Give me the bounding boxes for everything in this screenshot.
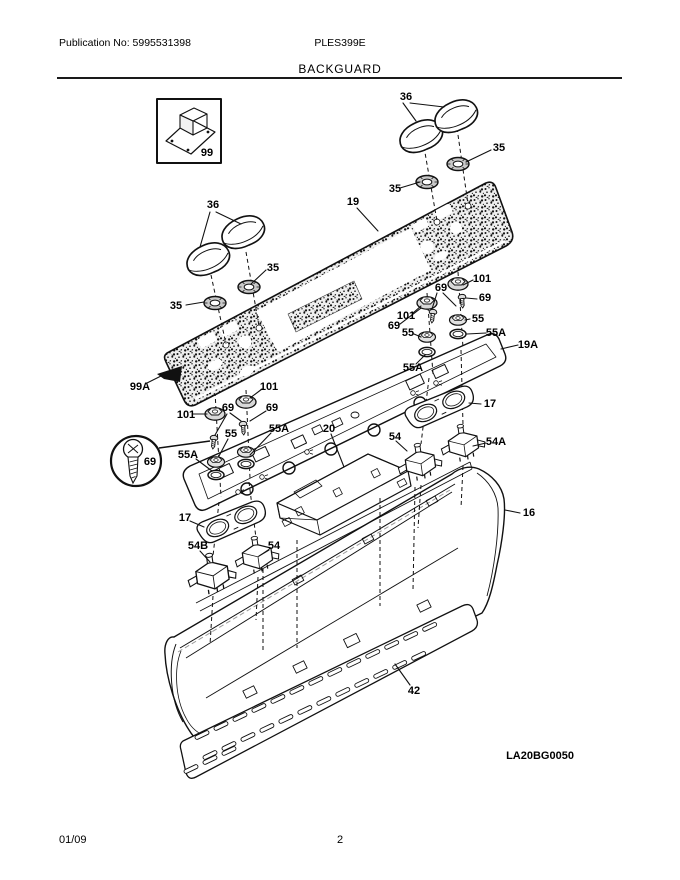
footer-date: 01/09: [59, 834, 87, 846]
part-label-36: 36: [399, 91, 413, 103]
page-title: BACKGUARD: [298, 62, 382, 76]
part-label-54: 54: [267, 540, 281, 552]
part-label-101: 101: [176, 409, 196, 421]
inset-part-99: [157, 99, 221, 163]
part-label-55: 55: [224, 428, 238, 440]
part-label-20: 20: [322, 423, 336, 435]
part-label-69: 69: [143, 456, 157, 468]
part-label-69: 69: [478, 292, 492, 304]
part-label-69: 69: [387, 320, 401, 332]
part-label-35: 35: [266, 262, 280, 274]
part-label-55a: 55A: [268, 423, 290, 435]
part-label-54b: 54B: [187, 540, 209, 552]
publication-number: Publication No: 5995531398: [59, 37, 191, 49]
part-label-19: 19: [346, 196, 360, 208]
part-label-17: 17: [178, 512, 192, 524]
model-number: PLES399E: [314, 37, 366, 49]
footer-page-number: 2: [336, 834, 344, 846]
part-label-69: 69: [265, 402, 279, 414]
part-label-42: 42: [407, 685, 421, 697]
part-label-35: 35: [492, 142, 506, 154]
part-label-16: 16: [522, 507, 536, 519]
diagram-code: LA20BG0050: [506, 750, 574, 762]
part-label-55a: 55A: [177, 449, 199, 461]
part-label-35: 35: [169, 300, 183, 312]
part-label-17: 17: [483, 398, 497, 410]
part-label-69: 69: [434, 282, 448, 294]
part-label-36: 36: [206, 199, 220, 211]
part-label-54: 54: [388, 431, 402, 443]
part-label-54a: 54A: [485, 436, 507, 448]
part-label-99a: 99A: [129, 381, 151, 393]
part-label-19a: 19A: [517, 339, 539, 351]
part-label-99: 99: [200, 147, 214, 159]
part-label-55a: 55A: [485, 327, 507, 339]
part-label-101: 101: [396, 310, 416, 322]
part-label-55: 55: [471, 313, 485, 325]
part-label-55: 55: [401, 327, 415, 339]
part-label-55a: 55A: [402, 362, 424, 374]
part-label-69: 69: [221, 402, 235, 414]
part-label-101: 101: [472, 273, 492, 285]
part-label-101: 101: [259, 381, 279, 393]
part-label-35: 35: [388, 183, 402, 195]
